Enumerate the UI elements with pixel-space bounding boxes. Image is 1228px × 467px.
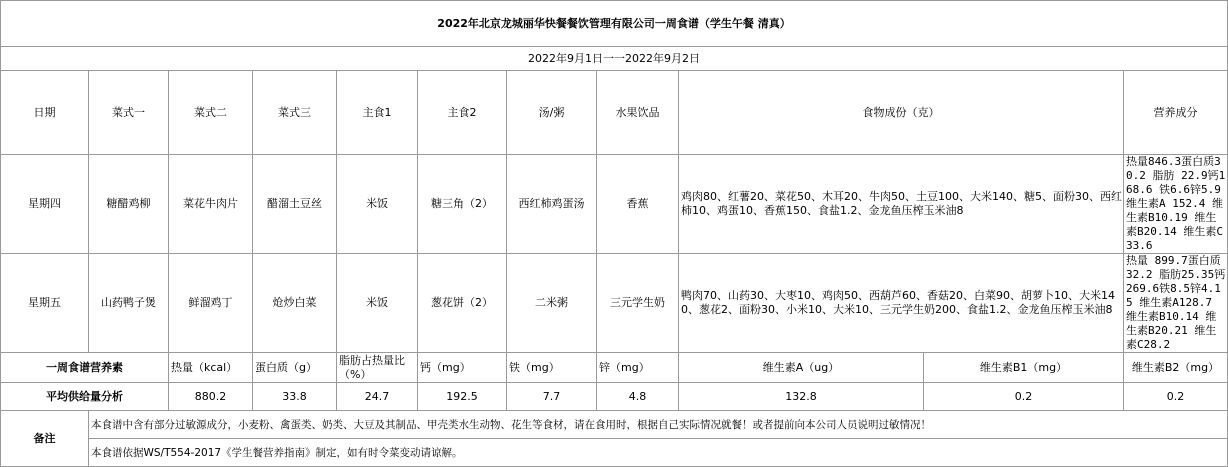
table-row [1, 254, 1228, 353]
table-row [1, 155, 1228, 254]
header-staple1: 主食1 [337, 71, 418, 155]
header-row [1, 71, 1228, 155]
title-row [1, 1, 1228, 47]
average-value: 880.2 [169, 383, 253, 411]
dish2-cell: 鲜溜鸡丁 [169, 254, 253, 353]
nutrient-header: 脂肪占热量比（%） [337, 353, 418, 383]
ingredients-cell: 鸡肉80、红薯20、菜花50、木耳20、牛肉50、土豆100、大米140、糖5、面粉30、西红柿10、鸡蛋10、香蕉150、食盐1.2、金龙鱼压榨玉米油8 [679, 155, 1124, 254]
nutrition-cell: 热量 899.7蛋白质32.2 脂肪25.35钙269.6铁8.5锌4.15 维生素A128.7 维生素B10.14 维生素B20.21 维生素C28.2 [1124, 254, 1228, 353]
average-value: 0.2 [1124, 383, 1228, 411]
header-dish1: 菜式一 [89, 71, 169, 155]
header-dish3: 菜式三 [253, 71, 337, 155]
average-value: 24.7 [337, 383, 418, 411]
nutrient-header: 维生素B1（mg） [924, 353, 1124, 383]
dish1-cell: 糖醋鸡柳 [89, 155, 169, 254]
nutrient-header: 维生素A（ug） [679, 353, 924, 383]
average-value: 132.8 [679, 383, 924, 411]
date-row [1, 47, 1228, 71]
staple2-cell: 葱花饼（2） [418, 254, 507, 353]
nutrition-cell: 热量846.3蛋白质30.2 脂肪 22.9钙168.6 铁6.6锌5.9 维生素A 152.4 维生素B10.19 维生素B20.14 维生素C 33.6 [1124, 155, 1228, 254]
dish3-cell: 醋溜土豆丝 [253, 155, 337, 254]
average-value: 33.8 [253, 383, 337, 411]
nutrient-header: 维生素B2（mg） [1124, 353, 1228, 383]
header-date: 日期 [1, 71, 89, 155]
ingredients-cell: 鸭肉70、山药30、大枣10、鸡肉50、西葫芦60、香菇20、白菜90、胡萝卜10、大米140、葱花2、面粉30、小米10、大米10、三元学生奶200、食盐1.2、金龙鱼压榨玉米油8 [679, 254, 1124, 353]
nutrient-header: 钙（mg） [418, 353, 507, 383]
average-value: 7.7 [507, 383, 597, 411]
remark-line: 本食谱依据WS/T554-2017《学生餐营养指南》制定，如有时令菜变动请谅解。 [89, 439, 1228, 467]
staple2-cell: 糖三角（2） [418, 155, 507, 254]
header-dish2: 菜式二 [169, 71, 253, 155]
nutrient-header: 铁（mg） [507, 353, 597, 383]
remarks-row [1, 439, 1228, 467]
nutrient-header: 蛋白质（g） [253, 353, 337, 383]
nutrient-header: 锌（mg） [597, 353, 679, 383]
nutrient-header-row [1, 353, 1228, 383]
dish2-cell: 菜花牛肉片 [169, 155, 253, 254]
soup-cell: 二米粥 [507, 254, 597, 353]
dish3-cell: 炝炒白菜 [253, 254, 337, 353]
staple1-cell: 米饭 [337, 155, 418, 254]
day-cell: 星期四 [1, 155, 89, 254]
nutrient-header: 热量（kcal） [169, 353, 253, 383]
dish1-cell: 山药鸭子煲 [89, 254, 169, 353]
average-value: 4.8 [597, 383, 679, 411]
fruit-cell: 三元学生奶 [597, 254, 679, 353]
header-fruit: 水果饮品 [597, 71, 679, 155]
day-cell: 星期五 [1, 254, 89, 353]
remarks-row [1, 411, 1228, 439]
header-staple2: 主食2 [418, 71, 507, 155]
soup-cell: 西红柿鸡蛋汤 [507, 155, 597, 254]
header-soup: 汤/粥 [507, 71, 597, 155]
date-range: 2022年9月1日一一2022年9月2日 [1, 47, 1228, 71]
fruit-cell: 香蕉 [597, 155, 679, 254]
header-ingredients: 食物成份（克） [679, 71, 1124, 155]
remarks-label: 备注 [1, 411, 89, 467]
sheet-title: 2022年北京龙城丽华快餐餐饮管理有限公司一周食谱（学生午餐 清真） [1, 1, 1228, 47]
remark-line: 本食谱中含有部分过敏源成分，小麦粉、禽蛋类、奶类、大豆及其制品、甲壳类水生动物、花生等食材，请在食用时，根据自己实际情况就餐！或者提前向本公司人员说明过敏情况！ [89, 411, 1228, 439]
average-value: 0.2 [924, 383, 1124, 411]
weekly-nutrient-label: 一周食谱营养素 [1, 353, 169, 383]
header-nutrition: 营养成分 [1124, 71, 1228, 155]
average-row [1, 383, 1228, 411]
average-value: 192.5 [418, 383, 507, 411]
average-label: 平均供给量分析 [1, 383, 169, 411]
staple1-cell: 米饭 [337, 254, 418, 353]
